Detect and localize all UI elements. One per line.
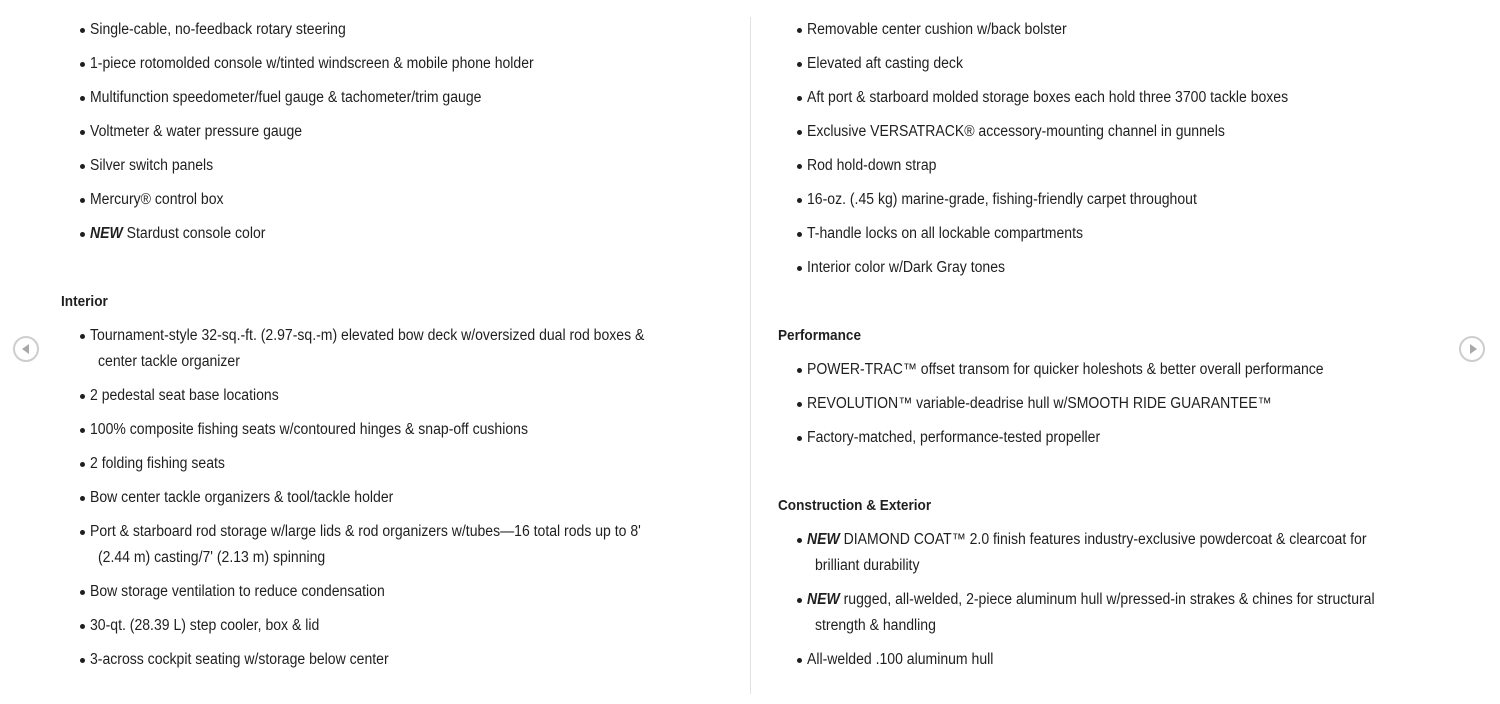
item-line: Bow center tackle organizers & tool/tackle holder <box>90 489 394 506</box>
item-line: Exclusive VERSATRACK® accessory-mounting channel in gunnels <box>807 123 1225 140</box>
list-item-text <box>90 420 528 440</box>
bullet-icon <box>80 28 85 33</box>
bullet-icon <box>80 62 85 67</box>
item-line: Removable center cushion w/back bolster <box>807 21 1067 38</box>
list-item-text <box>815 616 936 636</box>
list-item-text <box>98 548 325 568</box>
item-line: (2.44 m) casting/7' (2.13 m) spinning <box>98 549 326 566</box>
list-item-text <box>807 190 1197 210</box>
list-item-text <box>90 488 393 508</box>
list-item-text <box>90 454 225 474</box>
item-line: Factory-matched, performance-tested propeller <box>807 429 1101 446</box>
item-line: Mercury® control box <box>90 191 224 208</box>
item-line: Silver switch panels <box>90 157 214 174</box>
bullet-icon <box>80 496 85 501</box>
item-line: T-handle locks on all lockable compartments <box>807 225 1084 242</box>
bullet-icon <box>797 130 802 135</box>
list-item-text <box>807 122 1225 142</box>
item-line: REVOLUTION™ variable-deadrise hull w/SMOOTH RIDE GUARANTEE™ <box>807 395 1272 412</box>
bullet-icon <box>797 62 802 67</box>
list-item-text <box>807 20 1067 40</box>
item-line: strength & handling <box>815 617 936 634</box>
item-line: 16-oz. (.45 kg) marine-grade, fishing-friendly carpet throughout <box>807 191 1197 208</box>
list-item-text <box>807 530 1366 550</box>
list-item-text <box>815 556 919 576</box>
list-item-text <box>807 360 1324 380</box>
list-item-text <box>90 88 481 108</box>
next-page-button[interactable] <box>1459 336 1485 362</box>
item-line: Single-cable, no-feedback rotary steering <box>90 21 346 38</box>
bullet-icon <box>797 266 802 271</box>
item-line: Stardust console color <box>126 225 266 242</box>
bullet-icon <box>80 198 85 203</box>
bullet-icon <box>80 334 85 339</box>
bullet-icon <box>797 538 802 543</box>
item-line: Voltmeter & water pressure gauge <box>90 123 303 140</box>
bullet-icon <box>797 658 802 663</box>
list-item-text <box>90 616 319 636</box>
bullet-icon <box>797 164 802 169</box>
item-line: 2 pedestal seat base locations <box>90 387 279 404</box>
list-item-text <box>807 156 936 176</box>
section-heading: Construction & Exterior <box>778 497 932 514</box>
list-item-text <box>90 326 644 346</box>
bullet-icon <box>80 164 85 169</box>
list-item-text <box>807 54 963 74</box>
chevron-left-icon <box>22 344 29 354</box>
list-item-text <box>90 386 279 406</box>
item-line: All-welded .100 aluminum hull <box>807 651 994 668</box>
list-item-text <box>807 428 1100 448</box>
item-line: Aft port & starboard molded storage boxes each hold three 3700 tackle boxes <box>807 89 1289 106</box>
list-item-text <box>90 650 389 670</box>
item-line: DIAMOND COAT™ 2.0 finish features industry-exclusive powdercoat & clearcoat for <box>843 531 1367 548</box>
list-item-text <box>90 20 346 40</box>
bullet-icon <box>80 232 85 237</box>
bullet-icon <box>797 198 802 203</box>
bullet-icon <box>797 28 802 33</box>
bullet-icon <box>80 428 85 433</box>
item-line: Tournament-style 32-sq.-ft. (2.97-sq.-m) elevated bow deck w/oversized dual rod boxes & <box>90 327 645 344</box>
list-item-text <box>90 156 213 176</box>
bullet-icon <box>80 624 85 629</box>
list-item-text <box>90 224 265 244</box>
list-item-text <box>807 394 1272 414</box>
column-divider <box>750 17 751 694</box>
item-line: 3-across cockpit seating w/storage below center <box>90 651 389 668</box>
previous-page-button[interactable] <box>13 336 39 362</box>
new-tag: NEW <box>807 531 840 548</box>
list-item-text <box>807 224 1083 244</box>
bullet-icon <box>797 368 802 373</box>
bullet-icon <box>80 462 85 467</box>
item-line: brilliant durability <box>815 557 920 574</box>
list-item-text <box>98 352 240 372</box>
item-line: 100% composite fishing seats w/contoured hinges & snap-off cushions <box>90 421 528 438</box>
item-line: Multifunction speedometer/fuel gauge & tachometer/trim gauge <box>90 89 482 106</box>
item-line: center tackle organizer <box>98 353 240 370</box>
item-line: POWER-TRAC™ offset transom for quicker holeshots & better overall performance <box>807 361 1324 378</box>
bullet-icon <box>797 402 802 407</box>
list-item-text <box>807 88 1288 108</box>
bullet-icon <box>797 96 802 101</box>
item-line: 2 folding fishing seats <box>90 455 225 472</box>
bullet-icon <box>797 598 802 603</box>
section-heading: Performance <box>778 327 862 344</box>
item-line: Bow storage ventilation to reduce condensation <box>90 583 385 600</box>
list-item-text <box>90 54 534 74</box>
item-line: Elevated aft casting deck <box>807 55 963 72</box>
list-item-text <box>807 258 1005 278</box>
new-tag: NEW <box>90 225 123 242</box>
list-item-text <box>90 522 641 542</box>
item-line: rugged, all-welded, 2-piece aluminum hull w/pressed-in strakes & chines for structural <box>843 591 1375 608</box>
bullet-icon <box>80 130 85 135</box>
chevron-right-icon <box>1470 344 1477 354</box>
bullet-icon <box>80 394 85 399</box>
list-item-text <box>90 122 302 142</box>
bullet-icon <box>80 658 85 663</box>
item-line: 1-piece rotomolded console w/tinted windscreen & mobile phone holder <box>90 55 534 72</box>
bullet-icon <box>80 530 85 535</box>
item-line: Port & starboard rod storage w/large lids & rod organizers w/tubes—16 total rods up to 8' <box>90 523 641 540</box>
list-item-text <box>90 582 385 602</box>
bullet-icon <box>80 590 85 595</box>
section-heading: Interior <box>61 293 108 310</box>
bullet-icon <box>797 232 802 237</box>
list-item-text <box>807 650 993 670</box>
new-tag: NEW <box>807 591 840 608</box>
item-line: 30-qt. (28.39 L) step cooler, box & lid <box>90 617 320 634</box>
list-item-text <box>807 590 1375 610</box>
item-line: Rod hold-down strap <box>807 157 937 174</box>
bullet-icon <box>80 96 85 101</box>
bullet-icon <box>797 436 802 441</box>
item-line: Interior color w/Dark Gray tones <box>807 259 1006 276</box>
list-item-text <box>90 190 224 210</box>
